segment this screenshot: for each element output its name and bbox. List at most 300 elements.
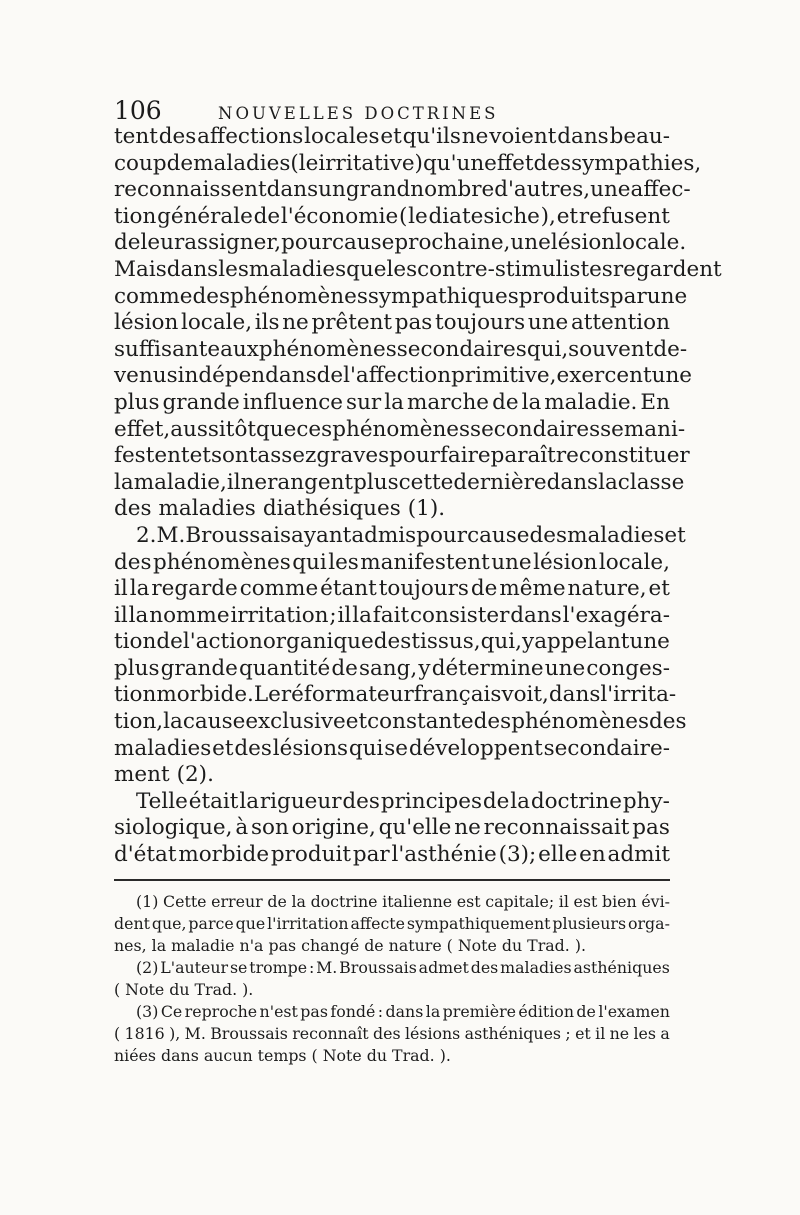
footnote-line	[114, 913, 670, 935]
body-word: la	[239, 788, 260, 814]
body-word: de	[482, 788, 510, 814]
footnote-word: maladies	[500, 957, 572, 977]
body-word: pas	[632, 815, 670, 841]
body-word: primitive,	[451, 363, 557, 389]
body-word: grande	[160, 655, 238, 681]
body-word: doctrine	[530, 788, 622, 814]
body-word: rangent	[267, 469, 354, 495]
body-word: siologique,	[114, 815, 233, 841]
body-line	[114, 390, 670, 417]
body-line	[114, 709, 687, 736]
footnote-word: des	[470, 957, 499, 977]
body-word: ils	[254, 310, 280, 336]
body-word: l'action	[182, 629, 263, 655]
footnote-word: capitale;	[485, 891, 555, 911]
body-word: locales	[304, 124, 380, 149]
body-word: (le	[290, 150, 319, 176]
body-word: une	[491, 549, 532, 575]
footnote-word: (	[114, 1023, 121, 1043]
body-word: principes	[380, 788, 483, 814]
body-word: cause	[182, 709, 246, 735]
footnote-word: maladie	[171, 935, 235, 955]
body-line	[114, 177, 691, 204]
body-word: pour	[416, 522, 468, 548]
body-line	[114, 656, 670, 683]
body-word: pour	[281, 230, 332, 256]
body-word: ne	[282, 310, 309, 336]
footnote-word: (1)	[136, 891, 159, 911]
body-word: de	[470, 576, 498, 602]
body-line	[114, 603, 670, 630]
footnote-word: du	[366, 1045, 388, 1065]
footnote-word: se	[229, 957, 248, 977]
body-word: En	[640, 389, 670, 415]
body-word: cette	[398, 469, 454, 495]
body-line	[114, 283, 688, 311]
body-word: l'asthénie	[391, 842, 497, 868]
body-word: beau-	[609, 124, 670, 149]
body-word: Broussais	[185, 522, 292, 548]
body-word: qui	[348, 735, 384, 761]
footnote-word: est	[573, 891, 598, 911]
body-word: des	[158, 124, 197, 149]
body-word: maladies	[114, 735, 212, 761]
body-word: la	[352, 602, 372, 628]
body-word: prochaine,	[394, 230, 511, 256]
body-word: l'exagéra-	[562, 602, 670, 628]
body-line	[114, 336, 688, 364]
footnote-word: 1816	[124, 1023, 165, 1043]
body-word: les	[386, 256, 418, 282]
footnote-word: sympathiquement	[406, 913, 551, 933]
body-word: des	[649, 709, 687, 735]
body-word: pas	[394, 310, 433, 336]
body-word: que	[346, 256, 387, 282]
body-word: 2.	[136, 522, 157, 548]
footnote-word: de	[576, 1001, 596, 1021]
body-word: se	[600, 416, 624, 442]
footnote-word: évi-	[641, 891, 670, 911]
body-word: un	[318, 177, 346, 203]
footnote-word: reproche	[184, 1001, 258, 1021]
body-word: maladies	[193, 150, 291, 176]
body-word: origine,	[291, 815, 376, 841]
body-word: reconnaissent	[114, 177, 267, 203]
footnote-word: (	[446, 935, 453, 955]
body-word: comme	[239, 576, 319, 602]
body-word: effet,	[114, 416, 171, 442]
body-word: des	[373, 629, 412, 655]
body-line	[114, 576, 670, 603]
body-word: manifestent	[360, 549, 490, 575]
body-line	[114, 310, 670, 337]
footnote-word: orga-	[627, 913, 670, 933]
body-line	[114, 150, 702, 178]
body-word: contre-stimulistes	[417, 256, 613, 282]
body-word: Le	[253, 682, 281, 708]
body-word: l'économie	[280, 203, 399, 229]
body-line	[114, 682, 677, 709]
footnote-word: Trad.	[527, 935, 570, 955]
body-word: festent	[114, 443, 190, 469]
footnote-word: du	[169, 979, 190, 999]
body-line	[114, 204, 670, 231]
footnote-word: doctrine	[310, 891, 378, 911]
body-word: d'état	[114, 842, 177, 868]
body-word: Mais	[114, 256, 167, 282]
body-word: toujours	[378, 576, 469, 602]
footnote-line	[114, 935, 670, 957]
body-word: il	[114, 576, 128, 602]
footnote-word: la	[151, 935, 167, 955]
body-word: la	[598, 469, 618, 495]
body-line	[114, 124, 670, 151]
footnote-word: italienne	[382, 891, 453, 911]
body-line	[114, 416, 686, 444]
body-word: regarde	[151, 576, 238, 602]
body-word: des	[529, 522, 568, 548]
footnote-word: temps	[257, 1045, 307, 1065]
body-word: locale,	[598, 549, 670, 575]
body-word: indépendans	[177, 363, 317, 389]
body-word: et	[556, 203, 579, 229]
body-word: dans	[266, 177, 319, 203]
body-word: coup	[114, 150, 167, 176]
body-word: marche	[406, 389, 490, 415]
footnote-word: ).	[439, 1045, 451, 1065]
body-line	[114, 496, 670, 523]
footnote-word: ne	[609, 1023, 630, 1043]
body-word: que	[256, 416, 297, 442]
body-word: français	[413, 682, 502, 708]
footnote-word: dent	[114, 913, 150, 933]
footnote-word: niées	[114, 1045, 157, 1065]
body-word: dans	[166, 256, 219, 282]
footnote-word: asthéniques	[464, 1023, 562, 1043]
footnote-word: affecte	[350, 913, 406, 933]
footnote-word: parce	[188, 913, 234, 933]
body-word: cause	[331, 230, 395, 256]
body-word: phénomènes	[511, 709, 650, 735]
body-word: ;	[329, 602, 337, 628]
body-word: nombre	[410, 177, 495, 203]
body-word: de	[114, 230, 141, 256]
body-word: ment	[114, 762, 170, 788]
body-word: la	[384, 389, 404, 415]
footnote-word: reconnaît	[292, 1023, 369, 1043]
body-word: la	[114, 469, 134, 495]
body-word: sang,	[358, 655, 418, 681]
body-word: dans	[548, 682, 601, 708]
body-word: prêtent	[311, 310, 393, 336]
footnote-word: Note	[322, 1045, 362, 1065]
body-word: tion	[114, 203, 157, 229]
body-word: affec-	[630, 177, 691, 203]
footnote-line	[114, 891, 670, 913]
body-word: plus	[114, 389, 160, 415]
footnote-word: erreur	[211, 891, 263, 911]
body-word: des	[114, 549, 152, 575]
body-line	[114, 789, 670, 816]
body-word: sur	[346, 389, 382, 415]
body-word: la	[129, 576, 150, 602]
footnote-word: ;	[565, 1023, 571, 1043]
footnote-word: n'a	[239, 935, 264, 955]
body-word: par	[609, 283, 647, 309]
body-word: (1).	[407, 496, 446, 522]
body-word: qu'ils	[402, 124, 461, 149]
body-word: une	[510, 230, 551, 256]
body-word: qui,	[526, 336, 569, 362]
body-word: (2).	[176, 762, 214, 788]
body-word: ayant	[291, 522, 352, 548]
body-word: diatesiche	[428, 203, 540, 229]
body-word: grande	[162, 389, 240, 415]
body-word: y	[522, 629, 535, 655]
footnote-word: les	[633, 1023, 657, 1043]
footnote-word: que,	[151, 913, 187, 933]
body-word: refusent	[578, 203, 670, 229]
body-word: lésion	[550, 230, 616, 256]
body-word: produits	[518, 283, 610, 309]
body-word: qu'un	[422, 150, 485, 176]
body-word: leur	[140, 230, 185, 256]
footnote-word: de	[267, 891, 287, 911]
body-word: réformateur	[280, 682, 414, 708]
footnote-word: lésions	[404, 1023, 461, 1043]
body-line	[114, 629, 670, 656]
body-word: ne	[240, 469, 268, 495]
body-text	[114, 124, 722, 869]
body-word: mani-	[623, 416, 686, 442]
footnote-word: des	[373, 1023, 401, 1043]
body-word: même	[499, 576, 566, 602]
footnote-word: n'est	[259, 1001, 298, 1021]
body-word: des	[533, 150, 572, 176]
footnote-line	[114, 1001, 670, 1023]
footnote-word: bien	[601, 891, 637, 911]
body-word: dans	[557, 124, 609, 149]
body-word: assez	[257, 443, 317, 469]
body-word: graves	[316, 443, 390, 469]
body-word: pour	[389, 443, 440, 469]
body-word: tion	[114, 682, 157, 708]
body-word: la	[510, 788, 530, 814]
body-word: reconnaissait	[483, 815, 630, 841]
body-word: une	[646, 283, 688, 309]
footnote-word: de	[364, 935, 384, 955]
body-word: les	[218, 256, 249, 282]
body-word: de	[492, 389, 519, 415]
body-word: ne	[461, 124, 489, 149]
body-line	[114, 762, 670, 789]
body-word: et	[212, 735, 234, 761]
body-word: et	[664, 522, 686, 548]
footnote-word: du	[501, 935, 523, 955]
footnote-word: (	[311, 1045, 318, 1065]
footnotes	[114, 891, 670, 1067]
body-word: maladie.	[544, 389, 638, 415]
footnote-word: première	[442, 1001, 516, 1021]
body-word: comme	[114, 283, 193, 309]
body-word: grand	[345, 177, 411, 203]
body-word: conges-	[586, 655, 670, 681]
body-word: une	[527, 310, 569, 336]
body-word: des	[114, 496, 152, 522]
body-word: plus	[353, 469, 399, 495]
body-word: de	[253, 203, 281, 229]
body-word: la	[163, 709, 183, 735]
body-word: ),	[540, 203, 556, 229]
body-word: dans	[510, 602, 562, 628]
body-line	[114, 256, 722, 284]
body-word: phy-	[622, 788, 670, 814]
body-word: ne	[454, 815, 481, 841]
body-word: étant	[320, 576, 377, 602]
footnote-word: que	[235, 913, 266, 933]
body-word: souvent	[568, 336, 654, 362]
body-word: influence	[242, 389, 344, 415]
body-word: morbide	[178, 842, 270, 868]
body-word: en	[579, 842, 606, 868]
body-word: admis	[351, 522, 417, 548]
body-word: irritative)	[318, 150, 423, 176]
body-word: plus	[114, 655, 160, 681]
body-word: sympathiques	[367, 283, 519, 309]
body-word: qu'elle	[378, 815, 452, 841]
body-word: y	[418, 655, 431, 681]
footnote-word: il	[595, 1023, 606, 1043]
body-word: elle	[538, 842, 578, 868]
body-word: une	[629, 629, 670, 655]
body-word: et	[345, 709, 368, 735]
book-page	[114, 96, 722, 1067]
body-line	[114, 443, 690, 470]
body-word: dernière	[453, 469, 547, 495]
body-word: suffisante	[114, 336, 221, 362]
body-line	[114, 230, 687, 257]
footnote-word: pas	[268, 935, 297, 955]
body-word: des	[473, 709, 512, 735]
footnote-word: est	[456, 891, 481, 911]
body-word: voient	[489, 124, 557, 149]
footnote-word: asthéniques	[573, 957, 670, 977]
body-word: morbide.	[156, 682, 254, 708]
body-word: de	[331, 655, 358, 681]
footnote-word: nature	[388, 935, 442, 955]
footnote-line	[114, 1045, 670, 1067]
body-word: qui,	[480, 629, 522, 655]
body-word: tion	[114, 629, 157, 655]
body-word: attention	[570, 310, 670, 336]
body-word: irritation	[230, 602, 329, 628]
running-title: NOUVELLES DOCTRINES	[218, 104, 499, 123]
body-word: phénomènes	[230, 283, 368, 309]
body-word: de	[166, 150, 194, 176]
footnote-word: édition	[518, 1001, 574, 1021]
footnote-word: :	[308, 957, 315, 977]
body-word: appelant	[534, 629, 630, 655]
footnote-word: pas	[300, 1001, 328, 1021]
body-line	[114, 363, 693, 390]
footnote-word: :	[377, 1001, 384, 1021]
body-word: de-	[653, 336, 688, 362]
body-word: locale.	[615, 230, 687, 256]
body-word: les	[328, 549, 359, 575]
body-word: il	[226, 469, 241, 495]
body-word: la	[128, 602, 149, 628]
footnote-word: fondé	[330, 1001, 376, 1021]
body-word: et	[380, 124, 402, 149]
body-word: secondaires	[470, 416, 601, 442]
body-word: détermine	[431, 655, 544, 681]
body-word: cause	[467, 522, 530, 548]
body-word: par	[352, 842, 390, 868]
footnote-word: plusieurs	[552, 913, 627, 933]
footnote-word: admet	[418, 957, 469, 977]
body-word: Telle	[136, 788, 188, 814]
body-word: constituer	[578, 443, 690, 469]
footnote-word: dans	[161, 1045, 199, 1065]
body-word: et	[648, 576, 670, 602]
footnote-word: Trad.	[194, 979, 238, 999]
body-word: constante	[367, 709, 474, 735]
footnote-line	[114, 957, 670, 979]
body-word: (	[398, 203, 408, 229]
body-word: paraître	[490, 443, 579, 469]
footnote-word: a	[660, 1023, 670, 1043]
body-word: de	[156, 629, 183, 655]
body-word: des	[192, 283, 231, 309]
body-line	[114, 842, 670, 869]
body-word: tent	[114, 124, 158, 149]
body-word: lésion	[533, 549, 598, 575]
footnote-word: M.	[184, 1023, 206, 1043]
body-word: maladie,	[133, 469, 227, 495]
body-word: son	[251, 815, 289, 841]
footnote-word: dans	[385, 1001, 424, 1021]
body-word: fait	[372, 602, 410, 628]
body-word: lésions	[272, 735, 349, 761]
body-word: M.	[156, 522, 186, 548]
footnote-word: trompe	[249, 957, 308, 977]
body-line	[114, 522, 686, 550]
body-word: nomme	[149, 602, 230, 628]
footnote-word: ).	[574, 935, 586, 955]
body-word: maladies	[248, 256, 347, 282]
body-word: tissus,	[411, 629, 481, 655]
running-head	[114, 96, 670, 124]
body-word: phénomènes	[258, 336, 397, 362]
body-word: classe	[617, 469, 685, 495]
body-word: qui	[292, 549, 327, 575]
footnote-word: nes,	[114, 935, 147, 955]
body-word: le	[408, 203, 428, 229]
body-word: affections	[197, 124, 304, 149]
body-word: exclusive	[245, 709, 346, 735]
footnote-word: Note	[125, 979, 165, 999]
body-word: rigueur	[259, 788, 342, 814]
body-word: des	[234, 735, 272, 761]
body-word: il	[114, 602, 128, 628]
body-word: consister	[409, 602, 510, 628]
body-word: une	[651, 363, 693, 389]
body-word: sympathies,	[571, 150, 702, 176]
body-line	[114, 469, 685, 497]
body-word: lésion	[114, 310, 179, 336]
body-word: d'autres,	[494, 177, 591, 203]
body-word: venus	[114, 363, 178, 389]
